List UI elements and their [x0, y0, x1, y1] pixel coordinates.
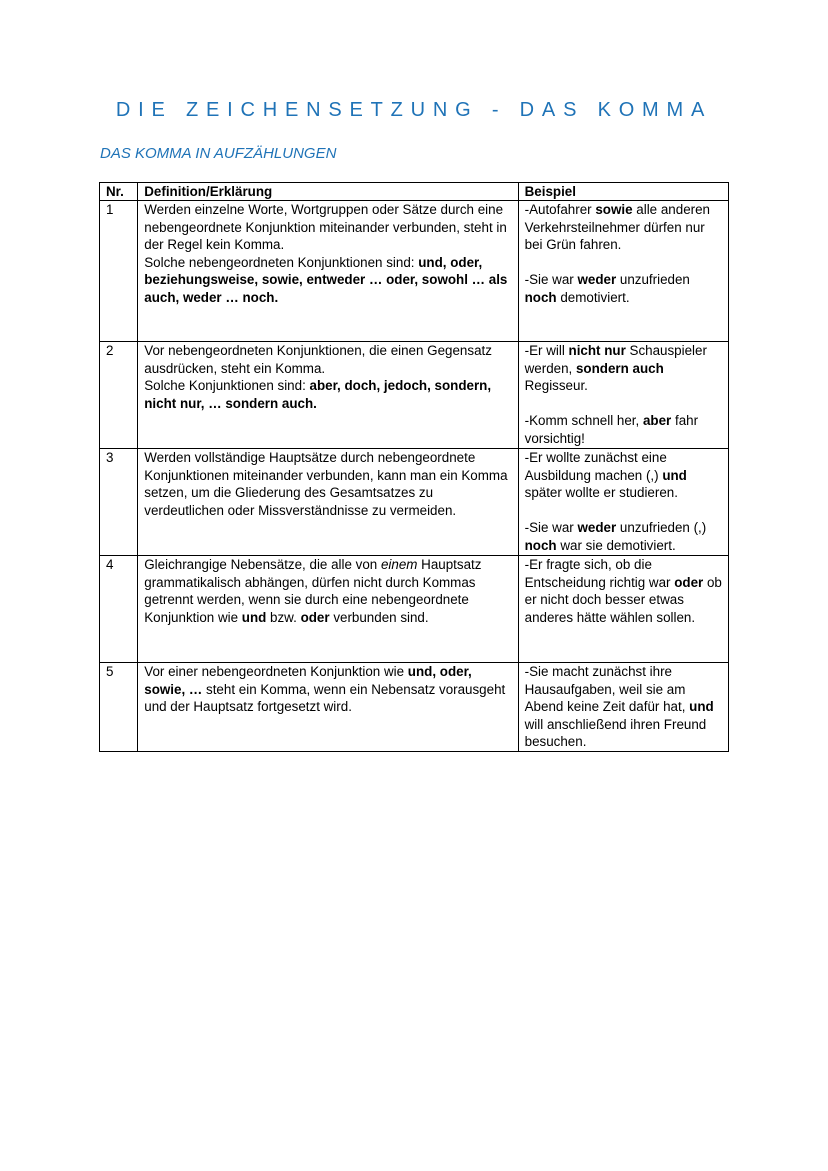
table-row: [100, 342, 729, 449]
text: demotiviert.: [556, 289, 630, 305]
definition-paragraph: [144, 254, 511, 307]
example-cell: [518, 201, 728, 342]
definition-paragraph: [144, 342, 511, 377]
text: -Sie macht zunächst ihre Hausaufgaben, weil sie am Abend keine Zeit dafür hat,: [524, 664, 690, 715]
bold-text: weder: [577, 272, 617, 288]
bold-text: nicht nur: [568, 343, 626, 358]
header-example: Beispiel: [518, 183, 728, 201]
definition-paragraph: [144, 556, 511, 626]
example-paragraph: [525, 342, 722, 395]
table-row: [100, 449, 729, 556]
table-row: [100, 201, 729, 342]
header-nr: Nr.: [100, 183, 138, 201]
bold-text: aber, doch, jedoch, sondern, nicht nur, … sondern auch.: [144, 378, 492, 411]
bold-text: und: [689, 699, 714, 715]
example-cell: [518, 556, 728, 663]
bold-text: noch: [524, 289, 557, 305]
row-number: 5: [100, 663, 138, 752]
example-cell: [518, 449, 728, 556]
bold-text: noch: [524, 537, 557, 553]
table-row: [100, 663, 729, 752]
text: unzufrieden: [616, 272, 690, 288]
text: fahr vorsichtig!: [524, 413, 699, 446]
bold-text: und: [662, 467, 687, 483]
definition-paragraph: [144, 663, 511, 716]
text: bzw.: [266, 609, 301, 625]
bold-text: und, oder, sowie, …: [144, 664, 472, 697]
bold-text: und, oder, beziehungsweise, sowie, entweder … oder, sowohl … als auch, weder … noch.: [144, 254, 508, 305]
text: -Er fragte sich, ob die Entscheidung richtig war: [524, 557, 675, 590]
text: -Er wollte zunächst eine Ausbildung machen (,): [524, 450, 667, 483]
definition-paragraph: [144, 377, 511, 412]
example-paragraph: [525, 556, 722, 626]
definition-cell: [138, 556, 518, 663]
definition-paragraph: [144, 449, 511, 519]
example-paragraph: [525, 502, 722, 520]
example-paragraph: [525, 201, 722, 254]
table-header-row: [100, 183, 729, 201]
comma-rules-table: [99, 182, 729, 752]
text: Werden vollständige Hauptsätze durch nebengeordnete Konjunktionen miteinander verbunden, kann man ein Komma setzen, um die Gliederung des Gesamtsatzes zu verdeutlichen oder Missverständnisse zu vermeiden.: [144, 450, 508, 518]
text: später wollte er studieren.: [524, 485, 678, 501]
example-paragraph: [525, 412, 722, 447]
text: Solche nebengeordneten Konjunktionen sind:: [144, 254, 419, 270]
example-cell: [518, 663, 728, 752]
row-number: 4: [100, 556, 138, 663]
table-row: [100, 556, 729, 663]
text: steht ein Komma, wenn ein Nebensatz vorausgeht und der Hauptsatz fortgesetzt wird.: [144, 681, 506, 715]
bold-text: sowie: [595, 202, 633, 217]
table-body: [100, 201, 729, 752]
text: -Komm schnell her,: [524, 413, 643, 429]
text: -Er will: [524, 343, 569, 358]
header-definition: Definition/Erklärung: [138, 183, 518, 201]
text: alle anderen Verkehrsteilnehmer dürfen nur bei Grün fahren.: [524, 202, 710, 253]
text: Hauptsatz grammatikalisch abhängen, dürfen nicht durch Kommas getrennt werden, wenn sie durch eine nebengeordnete Konjunktion wie: [144, 557, 482, 625]
text: Werden einzelne Worte, Wortgruppen oder Sätze durch eine nebengeordnete Konjunktion miteinander verbunden, steht in der Regel kein Komma.: [144, 202, 507, 253]
bold-text: aber: [642, 413, 672, 429]
example-cell: [518, 342, 728, 449]
text: unzufrieden (,): [616, 520, 707, 536]
bold-text: weder: [577, 520, 617, 536]
example-paragraph: [525, 449, 722, 502]
text: Vor nebengeordneten Konjunktionen, die einen Gegensatz ausdrücken, steht ein Komma.: [144, 343, 492, 376]
text: verbunden sind.: [329, 609, 429, 625]
text: -Sie war: [524, 272, 578, 288]
row-number: 1: [100, 201, 138, 342]
text: war sie demotiviert.: [556, 537, 676, 553]
row-number: 2: [100, 342, 138, 449]
definition-paragraph: [144, 201, 511, 254]
text: Solche Konjunktionen sind:: [144, 378, 310, 394]
example-paragraph: [525, 663, 722, 751]
text: Vor einer nebengeordneten Konjunktion wie: [144, 664, 408, 679]
text: Gleichrangige Nebensätze, die alle von: [144, 557, 381, 572]
row-number: 3: [100, 449, 138, 556]
text: Regisseur.: [524, 378, 588, 394]
text: -Autofahrer: [524, 202, 596, 217]
bold-text: und: [241, 609, 267, 625]
bold-text: sondern auch: [575, 360, 664, 376]
example-paragraph: [525, 271, 722, 306]
text: ob er nicht doch besser etwas anderes hätte wählen sollen.: [524, 574, 722, 625]
definition-cell: [138, 663, 518, 752]
bold-text: oder: [300, 609, 330, 625]
example-paragraph: [525, 395, 722, 413]
definition-cell: [138, 342, 518, 449]
page-title: DIE ZEICHENSETZUNG - DAS KOMMA: [115, 99, 713, 121]
text: Schauspieler werden,: [524, 343, 707, 376]
definition-cell: [138, 201, 518, 342]
section-heading: DAS KOMMA IN AUFZÄHLUNGEN: [100, 145, 337, 162]
example-paragraph: [525, 519, 722, 554]
italic-text: einem: [380, 557, 418, 572]
text: will anschließend ihren Freund besuchen.: [524, 716, 707, 750]
example-paragraph: [525, 254, 722, 272]
bold-text: oder: [674, 574, 704, 590]
text: -Sie war: [524, 520, 578, 536]
definition-cell: [138, 449, 518, 556]
